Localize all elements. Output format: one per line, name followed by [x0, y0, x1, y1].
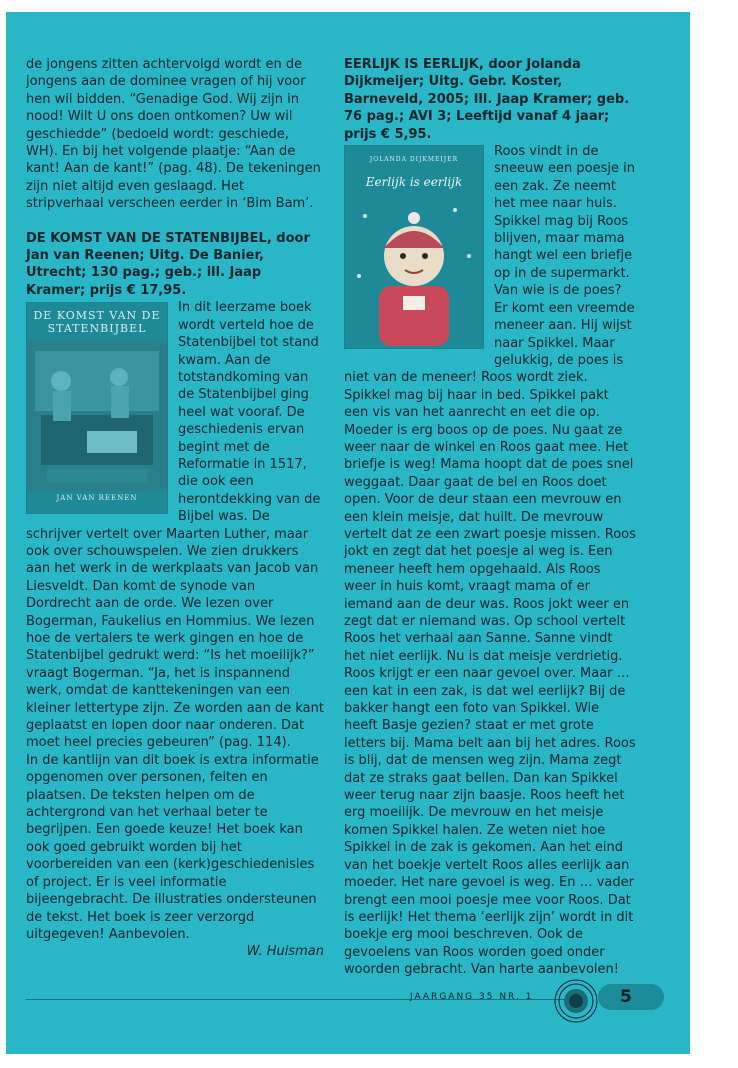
cover-illustration — [27, 341, 167, 491]
review-heading-statenbijbel: DE KOMST VAN DE STATENBIJBEL, door Jan van Reenen; Uitg. De Banier, Utrecht; 130 pag.; geb.; ill. Jaap Kramer; prijs € 17,95. — [26, 230, 310, 298]
review-heading-eerlijk: EERLIJK IS EERLIJK, door Jolanda Dijkmeijer; Uitg. Gebr. Koster, Barneveld, 2005; Ill. Jaap Kramer; geb. 76 pag.; AVI 3; Leeftijd vanaf 4 jaar; prijs € 5,95. — [344, 57, 630, 142]
page-number: 5 — [598, 984, 664, 1010]
reviewer-signature: W. Huisman — [246, 944, 324, 960]
review-body-eerlijk: Roos vindt in de sneeuw een poesje in een zak. Ze neemt het mee naar huis. Spikkel mag bij Roos blijven, maar mama hangt wel een briefje op in de supermarkt. Van wie is de poes? Er komt een vreemde meneer aan. Hij wijst naar Spikkel. Maar gelukkig, de poes is niet van de meneer! Roos wordt ziek. Spikkel mag bij haar in bed. Spikkel pakt een vis van het aanrecht en eet die op. Moeder is erg boos op de poes. Nu gaat ze weer naar de winkel en Roos gaat mee. Het briefje is weg! Mama hoopt dat de poes snel weggaat. Daar gaat de bel en Roos doet open. Voor de deur staan een mevrouw en een klein meisje, dat huilt. De mevrouw vertelt dat ze een zwart poesje missen. Roos jokt en zegt dat het poesje al weg is. Een meneer heeft hem opgehaald. Als Roos weer in huis komt, vraagt mama of er iemand aan de deur was. Roos jokt weer en zegt dat er niemand was. Op school vertelt Roos het verhaal aan Sanne. Sanne vindt het niet eerlijk. Nu is dat meisje verdrietig. Roos krijgt er een naar gevoel over. Maar … een kat in een zak, is dat wel eerlijk? Bij de bakker hangt een foto van Spikkel. Wie heeft Basje gezien? staat er met grote letters bij. Mama belt aan bij het adres. Roos is blij, dat de mensen weg zijn. Mama zegt dat ze straks gaat bellen. Dan kan Spikkel weer terug naar zijn baasje. Roos heeft het erg moeilijk. De mevrouw en het meisje komen Spikkel halen. Ze weten niet hoe Spikkel in de zak is gekomen. Aan het eind van het boekje vertelt Roos alles eerlijk aan moeder. Het nare gevoel is weg. En … vader brengt een mooi poesje mee voor Roos. Dat is eerlijk! Het thema ‘eerlijk zijn’ wordt in dit boekje erg mooi beschreven. Ook de gevoelens van Roos worden goed onder woorden gebracht. Van harte aanbevolen! — [344, 144, 636, 978]
page-footer — [6, 974, 690, 1014]
magazine-page — [6, 12, 690, 1054]
journal-seal-icon — [554, 979, 598, 1023]
cover-title: DE KOMST VAN DE STATENBIJBEL — [33, 309, 161, 336]
cover-author: JOLANDA DIJKMEIJER — [369, 156, 459, 164]
left-column — [26, 56, 324, 961]
book-cover-eerlijk — [344, 145, 484, 349]
cover-illustration — [345, 196, 483, 346]
journal-issue-label: JAARGANG 35 NR. 1 — [410, 992, 534, 1002]
review-body-statenbijbel: In dit leerzame boek wordt verteld hoe de Statenbijbel tot stand kwam. Aan de totstandkoming van de Statenbijbel ging heel wat vooraf. De geschiedenis ervan begint met de Reformatie in 1517, die ook een herontdekking van de Bijbel was. De schrijver vertelt over Maarten Luther, maar ook over schouwspelen. We zien drukkers aan het werk in de werkplaats van Jacob van Liesveldt. Dan komt de synode van Dordrecht aan de orde. We lezen over Bogerman, Faukelius en Hommius. We lezen hoe de vertalers te werk gingen en hoe de Statenbijbel gedrukt werd: “Is het moeilijk?” vraagt Bogerman. “Ja, het is inspannend werk, omdat de kanttekeningen van een kleiner lettertype zijn. Ze worden aan de kant geplaatst en lopen door naar onderen. Dat moet heel precies gebeuren” (pag. 114). — [26, 300, 324, 751]
intro-paragraph: de jongens zitten achtervolgd wordt en de jongens aan de dominee vragen of hij voor hen wil bidden. “Genadige God. Wij zijn in nood! Wilt U ons doen ontkomen? Uw wil geschiedde” (bedoeld wordt: geschiede, WH). En bij het volgende plaatje: “Aan de kant! Aan de kant!” (pag. 48). De tekeningen zijn niet altijd even geslaagd. Het stripverhaal verscheen eerder in ‘Bim Bam’. — [26, 57, 321, 212]
review-body-statenbijbel-2: In de kantlijn van dit boek is extra informatie opgenomen over personen, feiten en plaatsen. De teksten helpen om de achtergrond van het verhaal beter te begrijpen. Een goede keuze! Het boek kan ook goed gebruikt worden bij het voorbereiden van een (kerk)geschiedenisles of project. Er is veel informatie bijeengebracht. De illustraties ondersteunen de tekst. Het boek is zeer verzorgd uitgegeven! Aanbevolen. — [26, 752, 319, 942]
right-column — [344, 56, 636, 979]
cover-title: Eerlijk is eerlijk — [365, 175, 463, 190]
book-cover-statenbijbel — [26, 302, 168, 514]
cover-author: JAN VAN REENEN — [56, 493, 138, 502]
